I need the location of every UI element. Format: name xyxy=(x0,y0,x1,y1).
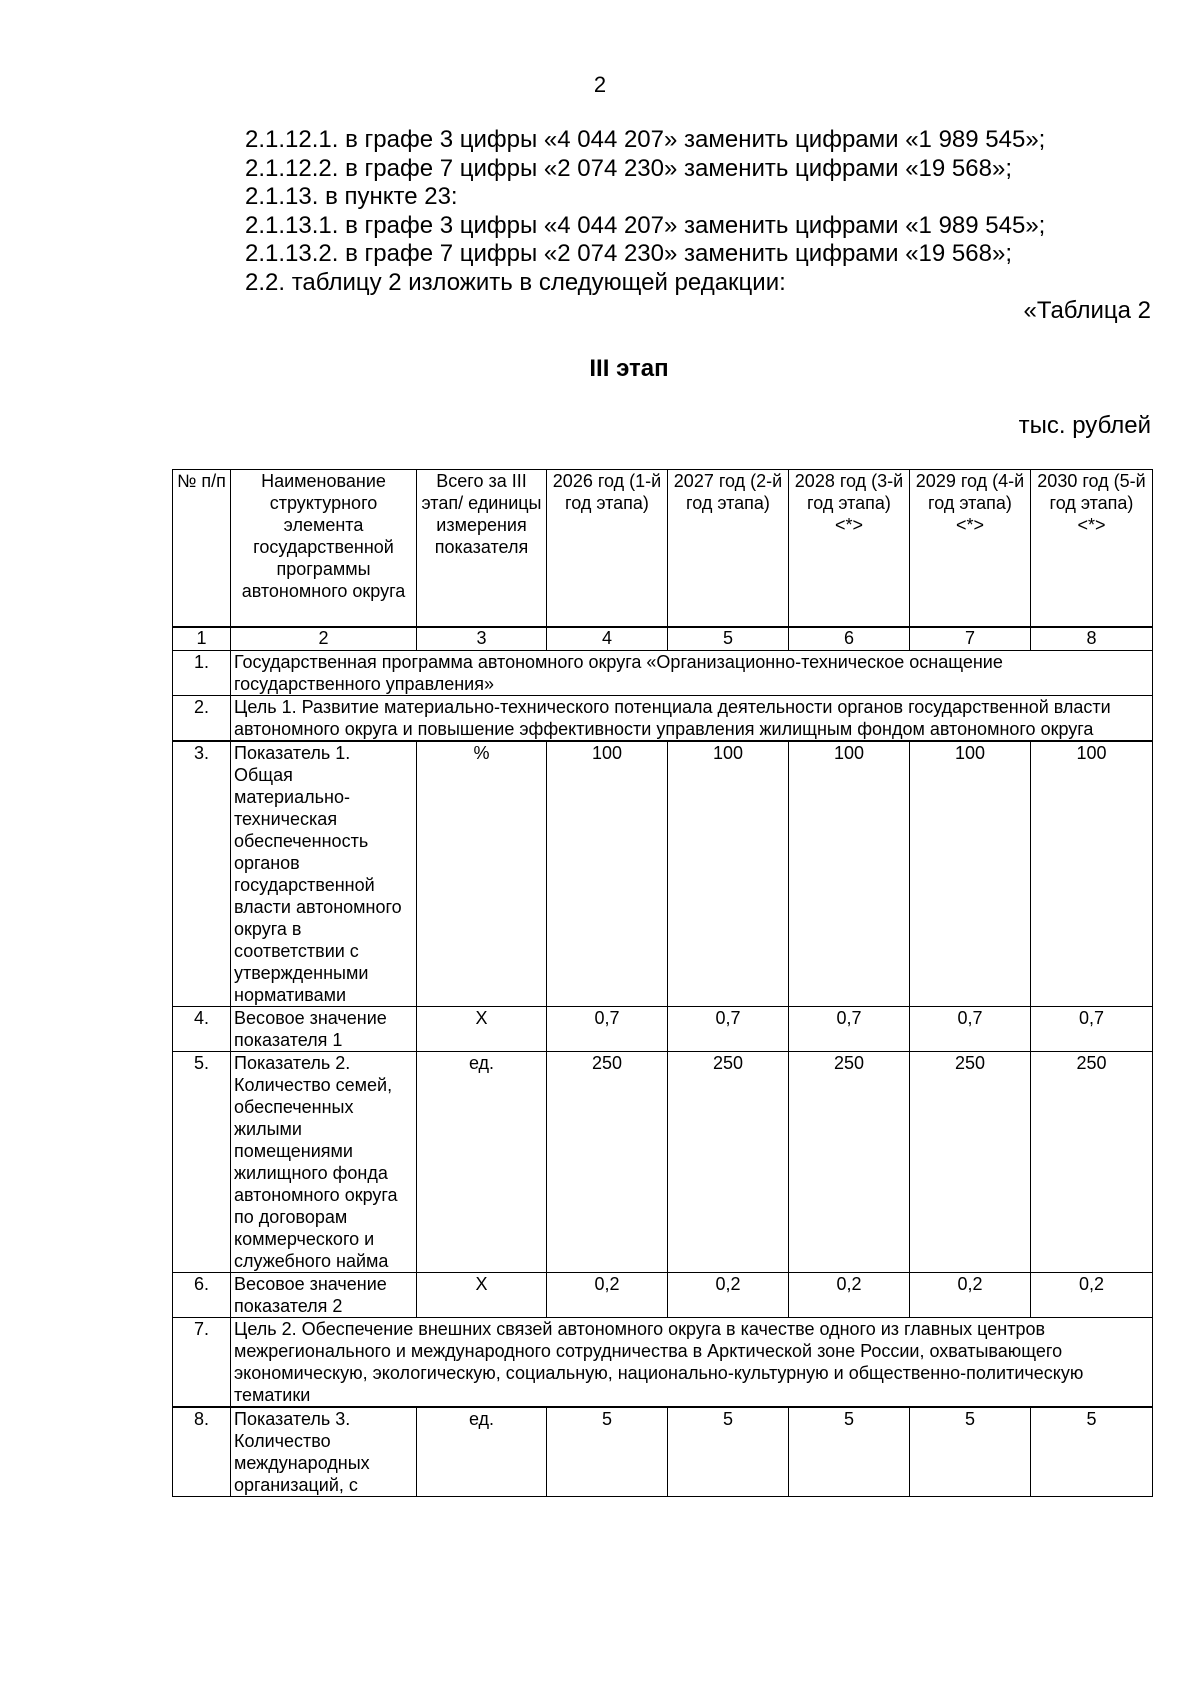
indicator-name-cell: Показатель 2. Количество семей, обеспеченных жилыми помещениями жилищного фонда автономного округа по договорам коммерческого и служебного найма xyxy=(231,1052,417,1273)
column-number-cell: 8 xyxy=(1031,627,1153,651)
amendment-item: 2.1.13. в пункте 23: xyxy=(245,183,458,211)
column-number-cell: 7 xyxy=(910,627,1031,651)
value-cell: 100 xyxy=(789,741,910,1007)
page-number: 2 xyxy=(593,72,607,97)
header-cell: 2027 год (2-й год этапа) xyxy=(668,470,789,627)
amendment-item: 2.1.13.1. в графе 3 цифры «4 044 207» заменить цифрами «1 989 545»; xyxy=(245,211,1046,239)
amendment-item: 2.2. таблицу 2 изложить в следующей редакции: xyxy=(245,268,786,296)
header-cell: Всего за III этап/ единицы измерения показателя xyxy=(417,470,547,627)
row-number-cell: 2. xyxy=(173,696,231,742)
row-number-cell: 8. xyxy=(173,1407,231,1497)
value-cell: 100 xyxy=(1031,741,1153,1007)
header-cell: Наименование структурного элемента государственной программы автономного округа xyxy=(231,470,417,627)
header-cell: 2030 год (5-й год этапа) <*> xyxy=(1031,470,1153,627)
row-number-cell: 7. xyxy=(173,1318,231,1408)
value-cell: 250 xyxy=(668,1052,789,1273)
indicator-name-cell: Показатель 3. Количество международных организаций, с xyxy=(231,1407,417,1497)
row-number-cell: 5. xyxy=(173,1052,231,1273)
table-row xyxy=(173,741,1153,1007)
value-cell: 100 xyxy=(547,741,668,1007)
value-cell: 5 xyxy=(1031,1407,1153,1497)
row-number-cell: 6. xyxy=(173,1273,231,1318)
indicator-name-cell: Весовое значение показателя 1 xyxy=(231,1007,417,1052)
unit-cell: Х xyxy=(417,1273,547,1318)
amendment-item: 2.1.13.2. в графе 7 цифры «2 074 230» заменить цифрами «19 568»; xyxy=(245,240,1012,268)
column-number-cell: 4 xyxy=(547,627,668,651)
column-number-row xyxy=(173,627,1153,651)
value-cell: 5 xyxy=(547,1407,668,1497)
units-label: тыс. рублей xyxy=(1018,412,1151,439)
column-number-cell: 3 xyxy=(417,627,547,651)
row-number-cell: 1. xyxy=(173,651,231,696)
amendment-item: 2.1.12.1. в графе 3 цифры «4 044 207» заменить цифрами «1 989 545»; xyxy=(245,126,1046,153)
program-table xyxy=(172,469,1153,1497)
stage-title: III этап xyxy=(589,355,669,382)
indicator-name-cell: Показатель 1. Общая материально-техническая обеспеченность органов государственной власти автономного округа в соответствии с утвержденными нормативами xyxy=(231,741,417,1007)
value-cell: 100 xyxy=(668,741,789,1007)
row-number-cell: 3. xyxy=(173,741,231,1007)
header-cell: 2026 год (1-й год этапа) xyxy=(547,470,668,627)
table-row xyxy=(173,696,1153,742)
value-cell: 0,2 xyxy=(668,1273,789,1318)
value-cell: 0,7 xyxy=(1031,1007,1153,1052)
value-cell: 250 xyxy=(789,1052,910,1273)
table-row xyxy=(173,1007,1153,1052)
column-number-cell: 6 xyxy=(789,627,910,651)
unit-cell: ед. xyxy=(417,1407,547,1497)
goal-cell: Цель 1. Развитие материально-технического потенциала деятельности органов государственной власти автономного округа и повышение эффективности управления жилищным фондом автономного округа xyxy=(231,696,1153,742)
value-cell: 250 xyxy=(547,1052,668,1273)
amendments-list xyxy=(245,126,1145,298)
row-number-cell: 4. xyxy=(173,1007,231,1052)
table-row xyxy=(173,651,1153,696)
value-cell: 5 xyxy=(789,1407,910,1497)
value-cell: 0,7 xyxy=(789,1007,910,1052)
table-caption: «Таблица 2 xyxy=(1023,297,1151,324)
value-cell: 100 xyxy=(910,741,1031,1007)
value-cell: 0,2 xyxy=(789,1273,910,1318)
value-cell: 0,7 xyxy=(910,1007,1031,1052)
indicator-name-cell: Весовое значение показателя 2 xyxy=(231,1273,417,1318)
value-cell: 250 xyxy=(1031,1052,1153,1273)
value-cell: 5 xyxy=(668,1407,789,1497)
unit-cell: % xyxy=(417,741,547,1007)
value-cell: 0,2 xyxy=(1031,1273,1153,1318)
value-cell: 0,2 xyxy=(910,1273,1031,1318)
table-row xyxy=(173,1273,1153,1318)
value-cell: 5 xyxy=(910,1407,1031,1497)
table-row xyxy=(173,1052,1153,1273)
column-number-cell: 1 xyxy=(173,627,231,651)
table-row xyxy=(173,1407,1153,1497)
header-cell: № п/п xyxy=(173,470,231,627)
header-cell: 2029 год (4-й год этапа) <*> xyxy=(910,470,1031,627)
amendment-item: 2.1.12.2. в графе 7 цифры «2 074 230» заменить цифрами «19 568»; xyxy=(245,154,1012,182)
program-title-cell: Государственная программа автономного округа «Организационно-техническое оснащение государственного управления» xyxy=(231,651,1153,696)
value-cell: 0,7 xyxy=(547,1007,668,1052)
table-header-row xyxy=(173,470,1153,627)
header-cell: 2028 год (3-й год этапа) <*> xyxy=(789,470,910,627)
goal-cell: Цель 2. Обеспечение внешних связей автономного округа в качестве одного из главных центров межрегионального и международного сотрудничества в Арктической зоне России, охватывающего экономическую, экологическую, социальную, национально-культурную и общественно-политическую тематики xyxy=(231,1318,1153,1408)
column-number-cell: 2 xyxy=(231,627,417,651)
table-row xyxy=(173,1318,1153,1408)
value-cell: 0,7 xyxy=(668,1007,789,1052)
value-cell: 250 xyxy=(910,1052,1031,1273)
value-cell: 0,2 xyxy=(547,1273,668,1318)
unit-cell: Х xyxy=(417,1007,547,1052)
unit-cell: ед. xyxy=(417,1052,547,1273)
column-number-cell: 5 xyxy=(668,627,789,651)
